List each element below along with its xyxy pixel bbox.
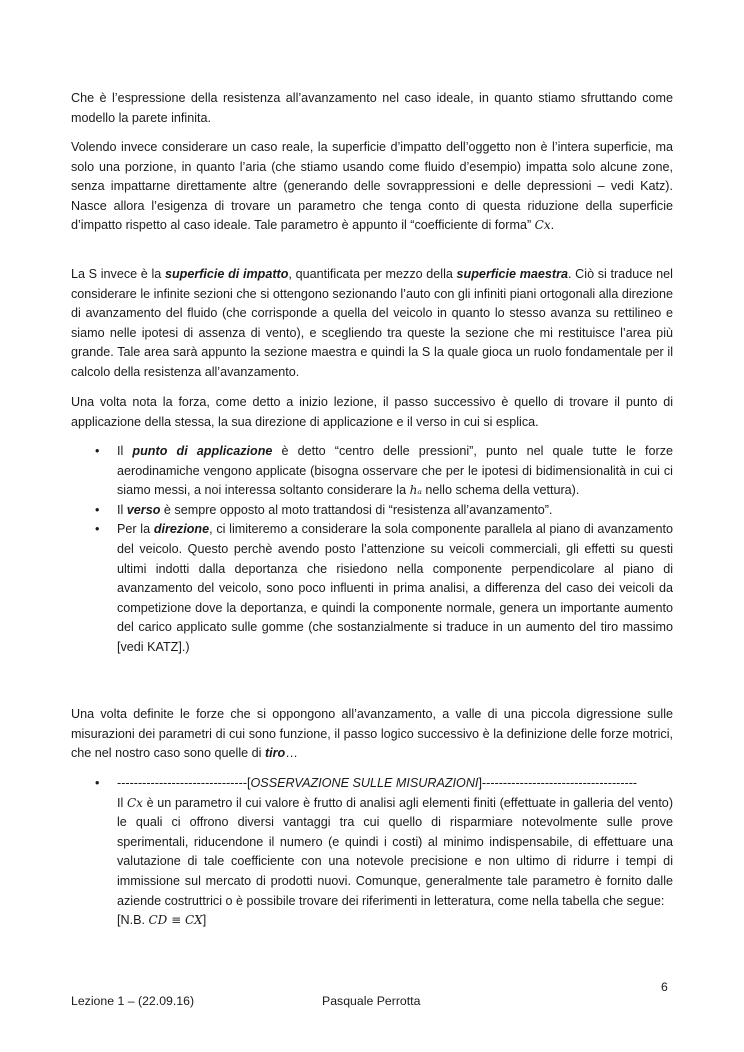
list-item: • Per la direzione, ci limiteremo a considerare la sola componente parallela al piano di avanzamento del veicolo. Questo perchè avendo posto l’attenzione su veicoli commerciali, gli effetti su questi ultimi indotti dalla deportanza che risiedono nella componente perpendicolare al piano di avanzamento del veicolo, sono poco influenti in prima analisi, a differenza del caso dei veicoli da competizione dove la deportanza, e quindi la componente normale, genera un importante aumento del carico applicato sulle gomme (che sostanzialmente si traduce in un aumento del tiro massimo [vedi KATZ].) bbox=[95, 522, 673, 654]
paragraph-impact-surface: La S invece è la superficie di impatto, quantificata per mezzo della superficie maestra. Ciò si traduce nel considerare le infinite sezioni che si ottengono sezionando l’auto con gli infiniti piani ortogonali alla direzione di avanzamento del fluido (che corrisponde a quella del veicolo in quanto lo stesso avanza su rettilineo e siamo nelle ipotesi di assenza di vento), e scegliendo tra queste la sezione che mi restituisce l’area più grande. Tale area sarà appunto la sezione maestra e quindi la S la quale gioca un ruolo fondamentale per il calcolo della resistenza all’avanzamento. bbox=[71, 267, 673, 379]
term-tiro: tiro bbox=[264, 746, 286, 761]
list-item bbox=[71, 774, 673, 931]
observation-heading: -------------------------------[OSSERVAZIONE SULLE MISURAZIONI]------------------------------------- bbox=[117, 776, 638, 790]
footer-author: Pasquale Perrotta bbox=[322, 994, 421, 1008]
bullet-icon: • bbox=[95, 522, 100, 537]
term-impact-surface: superficie di impatto bbox=[164, 267, 289, 281]
page-number: 6 bbox=[661, 980, 668, 994]
paragraph-ideal-case: Che è l’espressione della resistenza all’avanzamento nel caso ideale, in quanto stiamo sfruttando come modello la parete infinita. bbox=[71, 91, 673, 125]
bullet-icon: • bbox=[95, 502, 100, 517]
ha-symbol: hₐ bbox=[409, 483, 422, 498]
paragraph-driving-forces: Una volta definite le forze che si oppongono all’avanzamento, a valle di una piccola digressione sulle misurazioni dei parametri di cui sono funzione, il passo logico successivo è la definizione delle forze motrici, che nel nostro caso sono quelle di tiro… bbox=[71, 707, 673, 761]
bullet-icon: • bbox=[95, 776, 100, 790]
list-item: • Il punto di applicazione è detto “centro delle pressioni”, punto nel quale tutte le forze aerodinamiche vengono applicate (bisogna osservare che per le ipotesi di bidimensionalità in cui ci siamo messi, a noi interessa soltanto considerare la hₐ nello schema della vettura). bbox=[95, 444, 673, 498]
footer-lesson: Lezione 1 – (22.09.16) bbox=[71, 994, 195, 1008]
observation-list bbox=[71, 774, 673, 931]
cx-symbol: Cx bbox=[534, 218, 551, 233]
force-properties-list bbox=[71, 442, 673, 658]
paragraph-real-case: Volendo invece considerare un caso reale, la superficie d’impatto dell’oggetto non è l’intera superficie, ma solo una porzione, in quanto l’aria (che stiamo usando come fluido d’esempio) impatta solo alcune zone, senza impattarne direttamente altre (generando delle sovrappressioni e delle depressioni – vedi Katz). Nasce allora l’esigenza di trovare un parametro che tenga conto di questa riduzione della superficie d’impatto rispetto al caso ideale. Tale parametro è appunto il “coefficiente di forma” Cx. bbox=[71, 140, 673, 233]
nb-note: [N.B. CD ≡ CX] bbox=[117, 913, 207, 928]
paragraph-force-known: Una volta nota la forza, come detto a inizio lezione, il passo successivo è quello di trovare il punto di applicazione della stessa, la sua direzione di applicazione e il verso in cui si esplica. bbox=[71, 395, 673, 429]
bullet-icon: • bbox=[95, 444, 100, 458]
list-item: • Il verso è sempre opposto al moto trattandosi di “resistenza all’avanzamento”. bbox=[71, 501, 673, 521]
term-master-surface: superficie maestra bbox=[456, 267, 569, 281]
observation-body: Il Cx è un parametro il cui valore è frutto di analisi agli elementi finiti (effettuate in galleria del vento) le quali ci offrono diversi vantaggi tra cui quello di risparmiare notevolmente sulle prove sperimentali, riducendone il numero (e quindi i costi) al minimo indispensabile, di effettuare una valutazione di tale coefficiente con una notevole precisione e non ultimo di ridurre i tempi di immissione sul mercato di prodotti nuovi. Comunque, generalmente tale parametro è fornito dalle aziende costruttrici o è possibile trovare dei riferimenti in letteratura, come nella tabella che segue: bbox=[117, 795, 674, 908]
